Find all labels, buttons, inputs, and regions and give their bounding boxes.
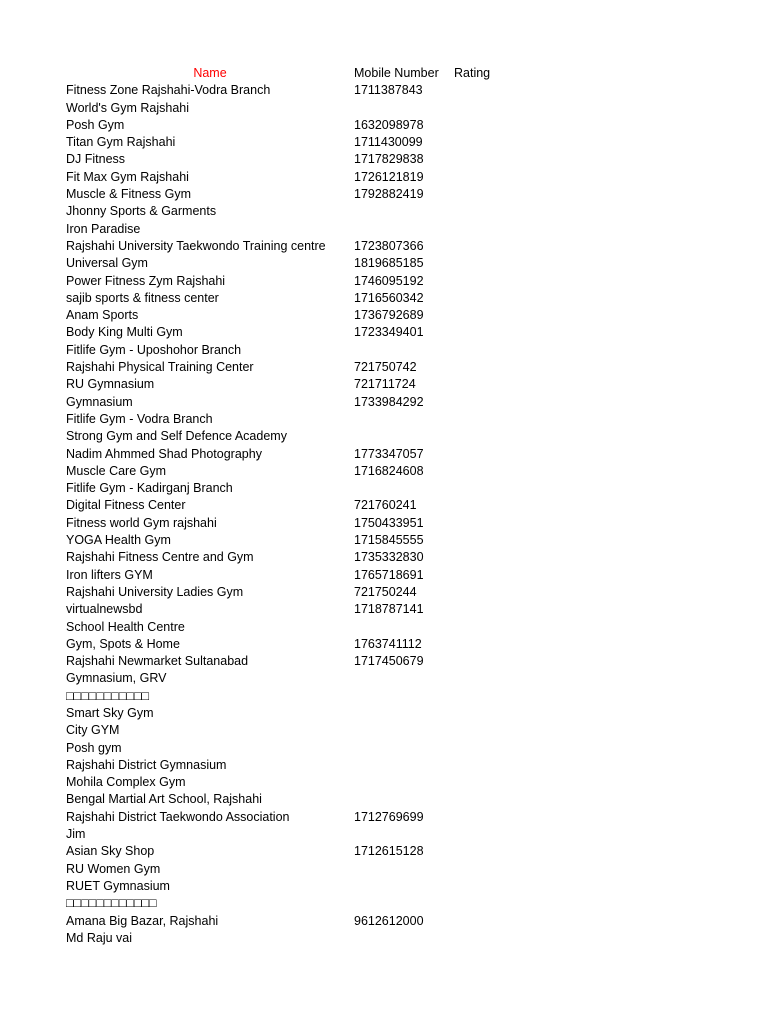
cell-name: Body King Multi Gym [66, 325, 183, 340]
cell-name: □□□□□□□□□□□ [66, 688, 150, 703]
table-row [66, 463, 526, 480]
cell-rating [454, 100, 514, 117]
cell-mobile-number [354, 203, 454, 220]
table-row [66, 757, 526, 774]
cell-rating [454, 238, 514, 255]
cell-mobile-number: 721750742 [354, 360, 417, 375]
cell-mobile-number: 1723349401 [354, 325, 424, 340]
cell-name: Fitlife Gym - Kadirganj Branch [66, 481, 233, 496]
table-row [66, 774, 526, 791]
cell-rating [454, 878, 514, 895]
cell-mobile-number: 1717450679 [354, 654, 424, 669]
cell-mobile-number: 1750433951 [354, 515, 424, 530]
cell-rating [454, 843, 514, 860]
cell-name: RU Women Gym [66, 861, 161, 876]
cell-name: Muscle Care Gym [66, 463, 167, 478]
table-row [66, 117, 526, 134]
table-row [66, 359, 526, 376]
table-row [66, 895, 526, 912]
cell-name: Digital Fitness Center [66, 498, 186, 513]
cell-rating [454, 480, 514, 497]
cell-mobile-number [354, 688, 454, 705]
cell-name: YOGA Health Gym [66, 533, 171, 548]
cell-name: sajib sports & fitness center [66, 290, 219, 305]
cell-name: World's Gym Rajshahi [66, 100, 190, 115]
cell-mobile-number: 1735332830 [354, 550, 424, 565]
table-row [66, 878, 526, 895]
cell-name: Rajshahi Newmarket Sultanabad [66, 654, 249, 669]
cell-rating [454, 394, 514, 411]
cell-name: Mohila Complex Gym [66, 775, 186, 790]
cell-name: Rajshahi University Taekwondo Training centre [66, 238, 326, 253]
cell-mobile-number: 1765718691 [354, 567, 424, 582]
cell-rating [454, 359, 514, 376]
table-row [66, 636, 526, 653]
table-row [66, 446, 526, 463]
table-row [66, 930, 526, 947]
cell-mobile-number: 1819685185 [354, 256, 424, 271]
cell-name: Strong Gym and Self Defence Academy [66, 429, 287, 444]
header-rating: Rating [454, 66, 491, 80]
cell-rating [454, 913, 514, 930]
cell-mobile-number [354, 670, 454, 687]
cell-name: Fitness Zone Rajshahi-Vodra Branch [66, 83, 271, 98]
cell-rating [454, 809, 514, 826]
cell-name: Gymnasium, GRV [66, 671, 167, 686]
cell-rating [454, 203, 514, 220]
cell-mobile-number [354, 411, 454, 428]
cell-rating [454, 186, 514, 203]
header-row [66, 65, 526, 82]
cell-mobile-number [354, 705, 454, 722]
cell-mobile-number [354, 342, 454, 359]
cell-name: Rajshahi Fitness Centre and Gym [66, 550, 254, 565]
cell-rating [454, 826, 514, 843]
cell-name: Gym, Spots & Home [66, 636, 180, 651]
cell-mobile-number: 1712615128 [354, 844, 424, 859]
table-row [66, 480, 526, 497]
cell-mobile-number [354, 722, 454, 739]
cell-name: Rajshahi District Taekwondo Association [66, 809, 290, 824]
table-row [66, 705, 526, 722]
cell-mobile-number [354, 774, 454, 791]
cell-name: virtualnewsbd [66, 602, 143, 617]
table-row [66, 376, 526, 393]
table-row [66, 428, 526, 445]
cell-name: □□□□□□□□□□□□ [66, 896, 157, 911]
table-row [66, 567, 526, 584]
table-row [66, 619, 526, 636]
cell-mobile-number: 1632098978 [354, 117, 424, 132]
cell-rating [454, 221, 514, 238]
table-row [66, 238, 526, 255]
cell-mobile-number: 1716560342 [354, 290, 424, 305]
cell-rating [454, 619, 514, 636]
cell-rating [454, 497, 514, 514]
cell-mobile-number [354, 480, 454, 497]
cell-name: Posh gym [66, 740, 122, 755]
cell-rating [454, 774, 514, 791]
cell-rating [454, 688, 514, 705]
cell-mobile-number: 1726121819 [354, 169, 424, 184]
table-row [66, 221, 526, 238]
cell-mobile-number [354, 221, 454, 238]
cell-name: Power Fitness Zym Rajshahi [66, 273, 226, 288]
data-rows [66, 82, 526, 947]
cell-name: Asian Sky Shop [66, 844, 155, 859]
cell-mobile-number: 721760241 [354, 498, 417, 513]
cell-name: Iron lifters GYM [66, 567, 153, 582]
table-row [66, 151, 526, 168]
cell-rating [454, 861, 514, 878]
table-row [66, 722, 526, 739]
cell-rating [454, 428, 514, 445]
table-row [66, 100, 526, 117]
cell-rating [454, 169, 514, 186]
table-row [66, 826, 526, 843]
cell-name: Amana Big Bazar, Rajshahi [66, 913, 219, 928]
cell-rating [454, 670, 514, 687]
header-mobile-number: Mobile Number [354, 66, 439, 80]
cell-rating [454, 930, 514, 947]
cell-mobile-number: 1792882419 [354, 187, 424, 202]
cell-name: Iron Paradise [66, 221, 141, 236]
table-row [66, 843, 526, 860]
cell-rating [454, 82, 514, 99]
cell-rating [454, 463, 514, 480]
cell-mobile-number: 1712769699 [354, 809, 424, 824]
table-row [66, 342, 526, 359]
cell-name: Fitlife Gym - Uposhohor Branch [66, 342, 242, 357]
cell-rating [454, 722, 514, 739]
cell-mobile-number: 1733984292 [354, 394, 424, 409]
table-row [66, 82, 526, 99]
cell-name: Titan Gym Rajshahi [66, 135, 176, 150]
table-row [66, 584, 526, 601]
cell-rating [454, 273, 514, 290]
cell-rating [454, 895, 514, 912]
cell-rating [454, 446, 514, 463]
cell-mobile-number: 1763741112 [354, 636, 422, 651]
table-row [66, 134, 526, 151]
cell-rating [454, 290, 514, 307]
cell-mobile-number [354, 791, 454, 808]
cell-name: DJ Fitness [66, 152, 126, 167]
table-row [66, 688, 526, 705]
cell-mobile-number: 1736792689 [354, 308, 424, 323]
cell-rating [454, 653, 514, 670]
cell-name: Rajshahi University Ladies Gym [66, 584, 244, 599]
cell-name: Fit Max Gym Rajshahi [66, 169, 189, 184]
cell-mobile-number [354, 619, 454, 636]
cell-rating [454, 636, 514, 653]
table-row [66, 273, 526, 290]
cell-mobile-number [354, 878, 454, 895]
cell-name: RU Gymnasium [66, 377, 155, 392]
cell-name: RUET Gymnasium [66, 878, 170, 893]
cell-mobile-number: 9612612000 [354, 913, 424, 928]
cell-name: Rajshahi Physical Training Center [66, 360, 254, 375]
cell-rating [454, 342, 514, 359]
cell-rating [454, 376, 514, 393]
cell-mobile-number: 1717829838 [354, 152, 424, 167]
cell-name: Bengal Martial Art School, Rajshahi [66, 792, 262, 807]
cell-name: Gymnasium [66, 394, 133, 409]
cell-name: Jim [66, 827, 86, 842]
cell-mobile-number: 721750244 [354, 584, 417, 599]
cell-rating [454, 740, 514, 757]
cell-name: Fitlife Gym - Vodra Branch [66, 411, 213, 426]
header-name: Name [193, 66, 227, 80]
table-row [66, 169, 526, 186]
cell-mobile-number [354, 740, 454, 757]
cell-name: Muscle & Fitness Gym [66, 187, 192, 202]
cell-name: Jhonny Sports & Garments [66, 204, 217, 219]
table-row [66, 913, 526, 930]
cell-mobile-number [354, 861, 454, 878]
table-row [66, 497, 526, 514]
cell-mobile-number: 1746095192 [354, 273, 424, 288]
cell-name: Universal Gym [66, 256, 148, 271]
cell-name: Smart Sky Gym [66, 705, 154, 720]
cell-rating [454, 324, 514, 341]
table-row [66, 740, 526, 757]
cell-rating [454, 757, 514, 774]
cell-mobile-number: 1711430099 [354, 135, 423, 150]
table-row [66, 670, 526, 687]
table-row [66, 324, 526, 341]
table-row [66, 394, 526, 411]
cell-rating [454, 307, 514, 324]
table-row [66, 255, 526, 272]
cell-rating [454, 601, 514, 618]
cell-rating [454, 255, 514, 272]
cell-rating [454, 515, 514, 532]
cell-name: City GYM [66, 723, 120, 738]
cell-name: Fitness world Gym rajshahi [66, 515, 217, 530]
cell-rating [454, 151, 514, 168]
cell-mobile-number [354, 895, 454, 912]
table-row [66, 307, 526, 324]
cell-rating [454, 791, 514, 808]
table-row [66, 791, 526, 808]
cell-mobile-number: 1773347057 [354, 446, 424, 461]
cell-rating [454, 134, 514, 151]
cell-mobile-number [354, 826, 454, 843]
cell-mobile-number: 1716824608 [354, 463, 424, 478]
cell-rating [454, 567, 514, 584]
table-row [66, 186, 526, 203]
gym-list-sheet [66, 65, 526, 947]
table-row [66, 532, 526, 549]
table-row [66, 203, 526, 220]
cell-name: Md Raju vai [66, 930, 132, 945]
cell-rating [454, 549, 514, 566]
cell-mobile-number: 1715845555 [354, 533, 424, 548]
table-row [66, 601, 526, 618]
cell-mobile-number [354, 757, 454, 774]
cell-rating [454, 117, 514, 134]
cell-name: Posh Gym [66, 117, 125, 132]
cell-mobile-number: 1718787141 [354, 602, 424, 617]
table-row [66, 411, 526, 428]
cell-mobile-number: 1723807366 [354, 238, 424, 253]
table-row [66, 549, 526, 566]
cell-mobile-number [354, 930, 454, 947]
cell-mobile-number [354, 100, 454, 117]
cell-name: School Health Centre [66, 619, 185, 634]
cell-name: Anam Sports [66, 308, 139, 323]
cell-mobile-number: 721711724 [354, 377, 416, 392]
cell-mobile-number [354, 428, 454, 445]
cell-rating [454, 705, 514, 722]
cell-rating [454, 411, 514, 428]
table-row [66, 861, 526, 878]
cell-name: Rajshahi District Gymnasium [66, 757, 227, 772]
cell-rating [454, 532, 514, 549]
table-row [66, 809, 526, 826]
table-row [66, 653, 526, 670]
cell-name: Nadim Ahmmed Shad Photography [66, 446, 262, 461]
table-row [66, 290, 526, 307]
cell-mobile-number: 1711387843 [354, 83, 423, 98]
cell-rating [454, 584, 514, 601]
table-row [66, 515, 526, 532]
